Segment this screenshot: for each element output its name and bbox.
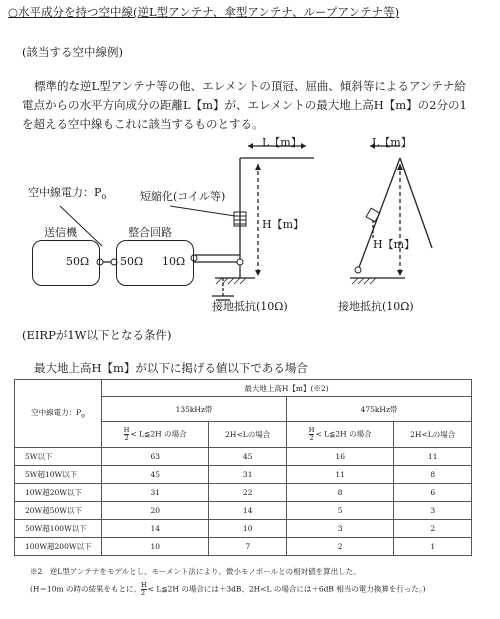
shortening-label: 短縮化(コイル等): [140, 190, 226, 203]
table-cell: 63: [102, 448, 209, 466]
matching-output-impedance: 10Ω: [162, 255, 186, 268]
row-label: 100W超200W以下: [15, 538, 102, 556]
super-header: 最大地上高H【m】(※2): [102, 380, 472, 397]
height-label-left: H【m】: [262, 218, 305, 231]
example-subheading: (該当する空中線例): [22, 45, 123, 59]
row-label: 50W超100W以下: [15, 520, 102, 538]
table-cell: 14: [209, 502, 287, 520]
table-cell: 20: [102, 502, 209, 520]
transmitter-label: 送信機: [44, 226, 77, 239]
table-row: [15, 502, 472, 520]
table-cell: 6: [394, 484, 472, 502]
table-cell: 45: [209, 448, 287, 466]
power-label: 空中線電力：$P_o$: [28, 186, 107, 202]
subheader-135-a: $\frac{H}{2}$ < L≦2H の場合: [102, 422, 209, 448]
table-cell: 3: [394, 502, 472, 520]
table-cell: 3: [286, 520, 393, 538]
length-label-right: L【m】: [372, 136, 412, 149]
table-cell: 10: [209, 520, 287, 538]
row-label: 20W超50W以下: [15, 502, 102, 520]
height-label-right: H【m】: [373, 238, 416, 251]
table-row: [15, 466, 472, 484]
table-cell: 14: [102, 520, 209, 538]
ground-resistance-left: 接地抵抗(10Ω): [212, 300, 288, 313]
length-label-left: L【m】: [262, 136, 302, 149]
table-cell: 1: [394, 538, 472, 556]
table-cell: 31: [102, 484, 209, 502]
footnote-2-suffix: < L≦2H の場合には＋3dB、2H<L の場合には＋6dB 相当の電力換算を行った。): [147, 584, 426, 594]
description-paragraph: 標準的な逆L型アンテナ等の他、エレメントの頂冠、屈曲、傾斜等によるアンテナ給電点からの水平方向成分の距離L【m】が、エレメントの最大地上高H【m】の2分の1を超える空中線もこれに該当するものとする。: [22, 79, 467, 131]
row-label: 5W以下: [15, 448, 102, 466]
ground-resistance-right: 接地抵抗(10Ω): [338, 300, 414, 313]
table-cell: 22: [209, 484, 287, 502]
table-cell: 45: [102, 466, 209, 484]
table-row: [15, 538, 472, 556]
band-header-475: 475kHz帯: [286, 397, 471, 422]
height-limit-table: [14, 379, 472, 556]
table-cell: 10: [102, 538, 209, 556]
table-cell: 2: [286, 538, 393, 556]
table-row: [15, 448, 472, 466]
table-cell: 16: [286, 448, 393, 466]
antenna-diagram: [0, 120, 500, 320]
matching-input-impedance: 50Ω: [120, 255, 144, 268]
antenna-diagram-lines: [0, 120, 500, 320]
row-label: 10W超20W以下: [15, 484, 102, 502]
table-cell: 11: [394, 448, 472, 466]
footnote-2-prefix: (H＝10m の時の結果をもとに、: [30, 584, 142, 594]
corner-header: 空中線電力：$P_o$: [15, 380, 102, 448]
subheader-475-b: 2H<Lの場合: [394, 422, 472, 448]
transmitter-impedance: 50Ω: [66, 255, 90, 268]
table-cell: 31: [209, 466, 287, 484]
row-label: 5W超10W以下: [15, 466, 102, 484]
band-header-135: 135kHz帯: [102, 397, 287, 422]
table-cell: 8: [394, 466, 472, 484]
footnote-1: ※2 逆L型アンテナをモデルとし、モーメント法により、微小モノポールとの相対値を算出した。: [30, 567, 361, 576]
table-cell: 11: [286, 466, 393, 484]
table-cell: 8: [286, 484, 393, 502]
section-heading: ○水平成分を持つ空中線(逆L型アンテナ、傘型アンテナ、ループアンテナ等): [8, 5, 400, 19]
table-cell: 7: [209, 538, 287, 556]
subheader-135-b: 2H<Lの場合: [209, 422, 287, 448]
table-cell: 2: [394, 520, 472, 538]
table-cell: 5: [286, 502, 393, 520]
subheader-475-a: $\frac{H}{2}$ < L≦2H の場合: [286, 422, 393, 448]
matching-circuit-label: 整合回路: [128, 226, 172, 239]
table-caption: 最大地上高H【m】が以下に掲げる値以下である場合: [34, 361, 308, 375]
table-row: [15, 520, 472, 538]
eirp-condition: (EIRPが1W以下となる条件): [22, 328, 172, 342]
table-row: [15, 484, 472, 502]
footnote-2: (H＝10m の時の結果をもとに、 $\frac{H}{2}$ < L≦2H の場合には＋3dB、2H<L の場合には＋6dB 相当の電力換算を行った。): [30, 581, 426, 597]
